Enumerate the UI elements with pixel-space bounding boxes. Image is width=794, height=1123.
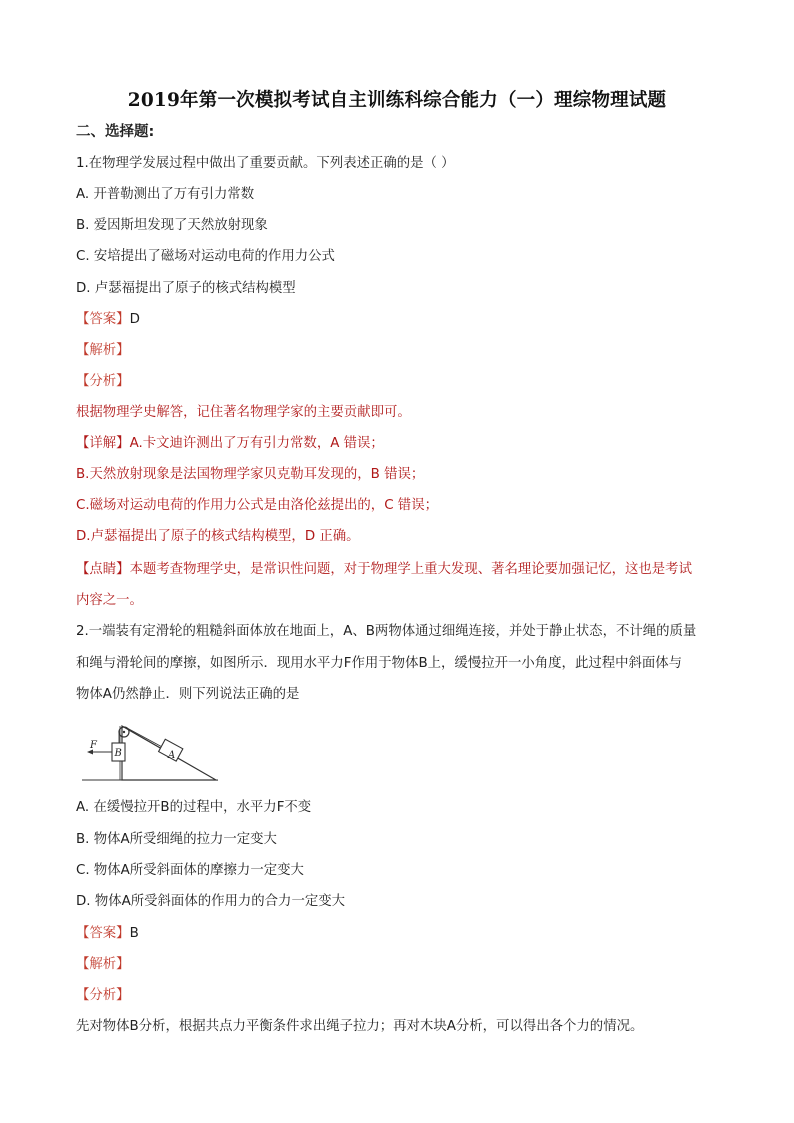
q1-dianjing-1: [76, 560, 692, 580]
detail-line: A.卡文迪许测出了万有引力常数，A 错误；: [129, 436, 384, 451]
q2-answer: [76, 924, 139, 944]
q1-fenxi-text: 根据物理学史解答，记住著名物理学家的主要贡献即可。: [76, 405, 411, 420]
q1-option-c: C. 安培提出了磁场对运动电荷的作用力公式: [76, 249, 335, 264]
q1-option-a: A. 开普勒测出了万有引力常数: [76, 187, 255, 202]
q2-jiexi-tag: 【解析】: [76, 957, 130, 972]
q1-option-d: D. 卢瑟福提出了原子的核式结构模型: [76, 281, 296, 296]
q2-stem-3: 物体A仍然静止．则下列说法正确的是: [76, 687, 300, 702]
q2-option-c: C. 物体A所受斜面体的摩擦力一定变大: [76, 863, 304, 878]
document-title: 2019年第一次模拟考试自主训练科综合能力（一）理综物理试题: [127, 90, 667, 111]
q1-detail-a: [76, 434, 384, 454]
q2-fenxi-text: 先对物体B分析，根据共点力平衡条件求出绳子拉力；再对木块A分析，可以得出各个力的情况。: [76, 1019, 644, 1034]
q2-option-d: D. 物体A所受斜面体的作用力的合力一定变大: [76, 894, 346, 909]
answer-tag: 【答案】: [76, 926, 130, 941]
q1-fenxi-tag: 【分析】: [76, 374, 130, 389]
q1-stem: 1.在物理学发展过程中做出了重要贡献。下列表述正确的是（ ）: [76, 156, 455, 171]
q2-option-b: B. 物体A所受细绳的拉力一定变大: [76, 832, 277, 847]
q1-jiexi-tag: 【解析】: [76, 343, 130, 358]
q2-option-a: A. 在缓慢拉开B的过程中，水平力F不变: [76, 800, 312, 815]
q1-detail-d: D.卢瑟福提出了原子的核式结构模型，D 正确。: [76, 529, 360, 544]
answer-value: D: [129, 312, 140, 327]
answer-tag: 【答案】: [76, 312, 130, 327]
section-heading: 二、选择题:: [76, 124, 155, 140]
q2-stem-1: 2.一端装有定滑轮的粗糙斜面体放在地面上，A、B两物体通过细绳连接，并处于静止状态，不计绳的质量: [76, 624, 697, 639]
q1-detail-b: B.天然放射现象是法国物理学家贝克勒耳发现的，B 错误；: [76, 467, 425, 482]
dianjing-tag: 【点睛】: [76, 562, 130, 577]
q2-stem-2: 和绳与滑轮间的摩擦，如图所示．现用水平力F作用于物体B上，缓慢拉开一小角度，此过程中斜面体与: [76, 656, 683, 671]
q1-answer: [76, 310, 140, 330]
answer-value: B: [129, 926, 139, 941]
q2-fenxi-tag: 【分析】: [76, 988, 130, 1003]
q1-detail-c: C.磁场对运动电荷的作用力公式是由洛伦兹提出的，C 错误；: [76, 498, 438, 513]
dianjing-line: 本题考查物理学史，是常识性问题，对于物理学上重大发现、著名理论要加强记忆，这也是考试: [129, 562, 692, 577]
block-b-label: B: [114, 748, 122, 759]
q1-dianjing-2: 内容之一。: [76, 593, 143, 608]
incline-pulley-diagram: [80, 718, 220, 786]
q1-option-b: B. 爱因斯坦发现了天然放射现象: [76, 218, 268, 233]
force-label: F: [90, 740, 97, 751]
block-a-label: A: [168, 750, 176, 761]
detail-tag: 【详解】: [76, 436, 130, 451]
